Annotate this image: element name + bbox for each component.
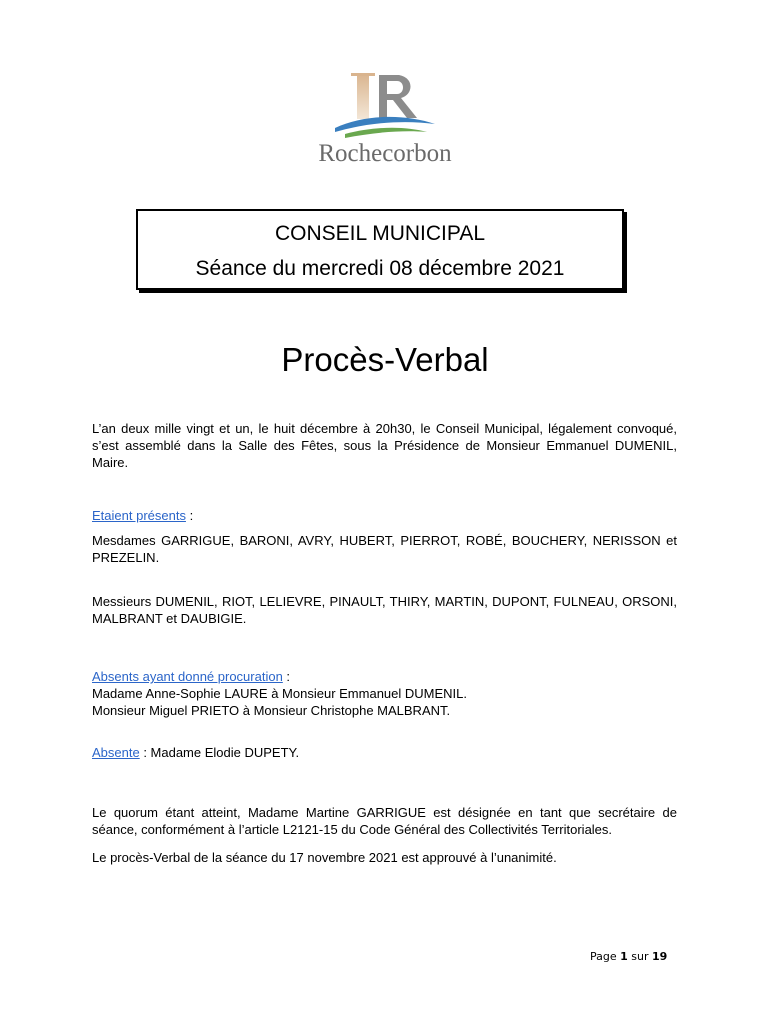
absente-label[interactable]: Absente [92,745,140,760]
council-title: CONSEIL MUNICIPAL [274,222,486,245]
page-current: 1 [620,950,628,963]
procuration-block [92,668,677,719]
rochecorbon-logo [295,70,475,170]
absente-text: : Madame Elodie DUPETY. [139,745,300,760]
presents-suffix: : [185,508,194,523]
page-prefix: Page [590,950,621,963]
approval-paragraph: Le procès-Verbal de la séance du 17 novembre 2021 est approuvé à l’unanimité. [92,850,557,865]
procuration-heading [92,668,677,685]
quorum-paragraph: Le quorum étant atteint, Madame Martine GARRIGUE est désignée en tant que secrétaire de séance, conformément à l’article L2121-15 du Code Général des Collectivités Territoriales. [92,805,677,837]
document-heading: Procès-Verbal [281,341,489,378]
page-number [590,950,667,963]
presents-heading [92,507,677,524]
absente-line [92,744,677,761]
intro-paragraph: L’an deux mille vingt et un, le huit décembre à 20h30, le Conseil Municipal, légalement convoqué, s’est assemblé dans la Salle des Fêtes, sous la Présidence de Monsieur Emmanuel DUMENIL, Maire. [92,421,677,470]
procuration-label[interactable]: Absents ayant donné procuration [92,669,283,684]
messieurs-paragraph: Messieurs DUMENIL, RIOT, LELIEVRE, PINAULT, THIRY, MARTIN, DUPONT, FULNEAU, ORSONI, MALBRANT et DAUBIGIE. [92,594,677,626]
session-date: Séance du mercredi 08 décembre 2021 [195,257,565,280]
page-total: 19 [652,950,668,963]
procuration-line: Monsieur Miguel PRIETO à Monsieur Christophe MALBRANT. [92,703,451,718]
presents-label[interactable]: Etaient présents [92,508,186,523]
title-box [136,209,624,290]
page-middle: sur [627,950,653,963]
logo-mark-icon [295,70,475,140]
mesdames-paragraph: Mesdames GARRIGUE, BARONI, AVRY, HUBERT, PIERROT, ROBÉ, BOUCHERY, NERISSON et PREZELIN. [92,533,677,565]
logo-text: Rochecorbon [318,140,452,167]
procuration-suffix: : [282,669,291,684]
procuration-line: Madame Anne-Sophie LAURE à Monsieur Emmanuel DUMENIL. [92,686,468,701]
